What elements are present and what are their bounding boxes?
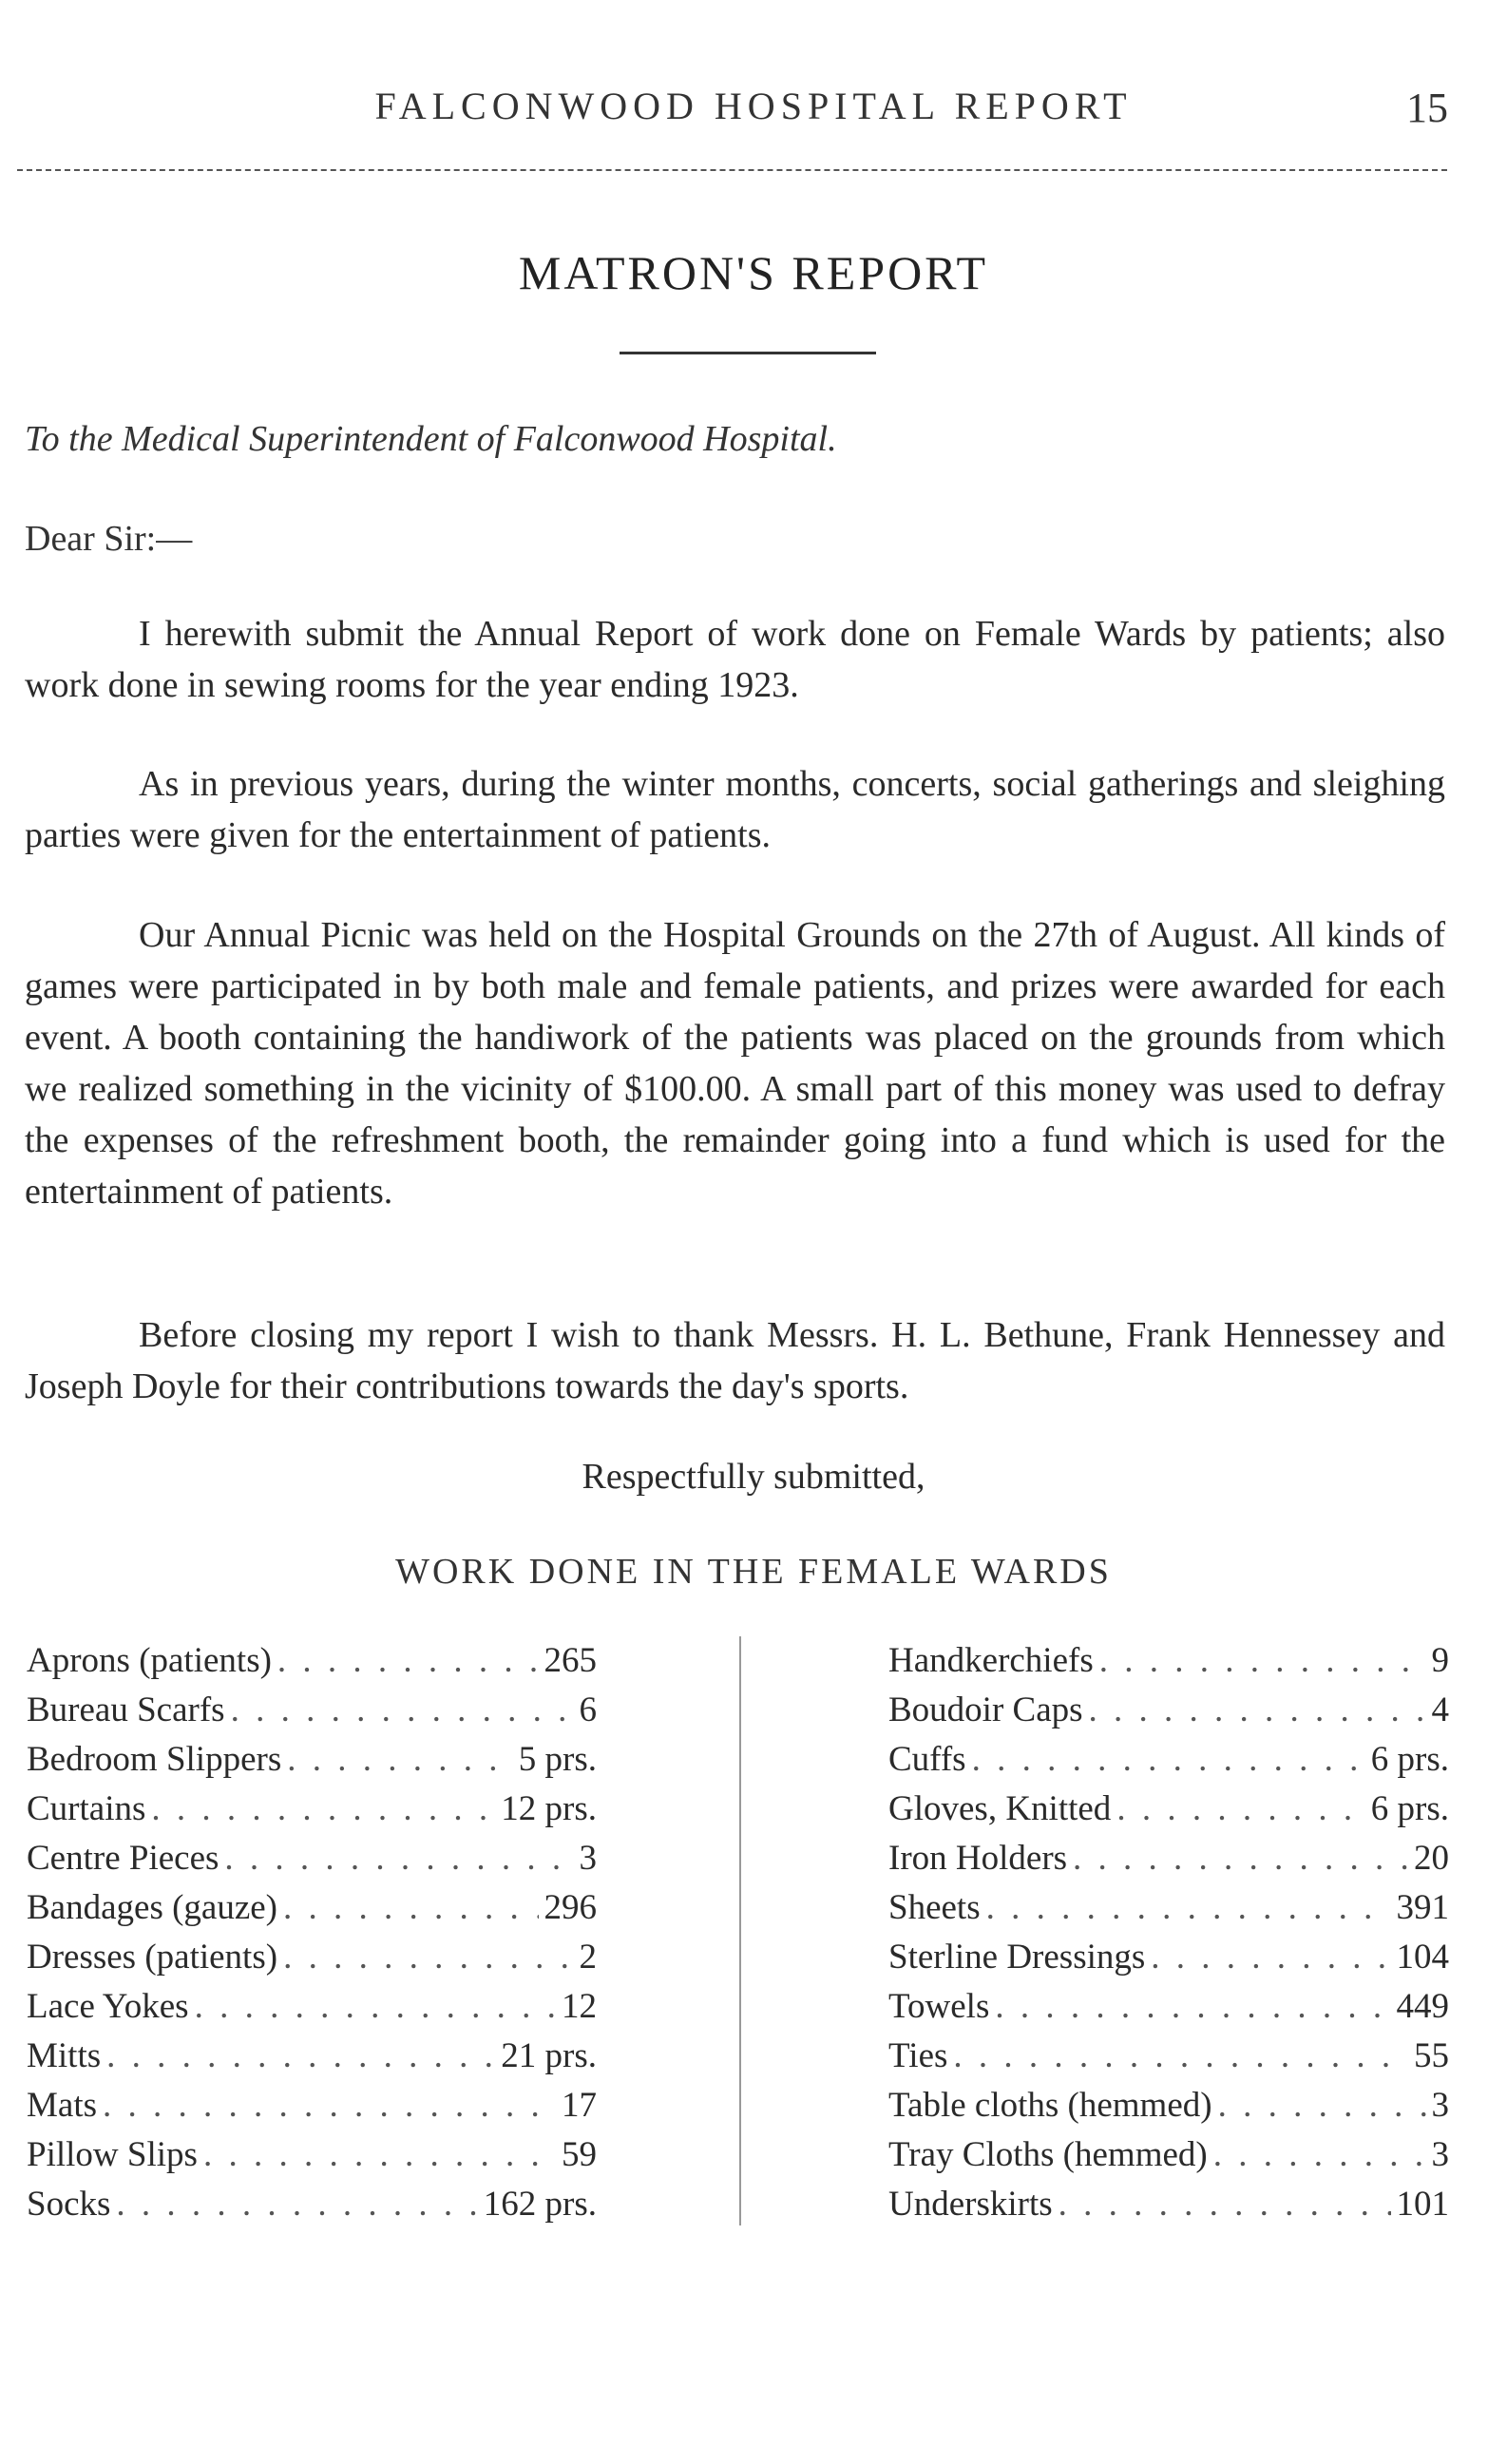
item-name: Sterline Dressings [888,1938,1146,1977]
dot-leader [986,1883,1391,1933]
item-quantity: 3 [1431,2086,1449,2125]
running-title: FALCONWOOD HOSPITAL REPORT [374,85,1133,127]
title-rule [620,352,876,354]
item-name: Socks [27,2185,111,2224]
items-left-column [27,1636,597,2229]
list-item [27,1735,597,1785]
list-item [27,1982,597,2032]
paragraph-3: Our Annual Picnic was held on the Hospital Grounds on the 27th of August. All kinds of games were participated in by both male and female patients, and prizes were awarded for each event. A booth containing the handiwork of the patients was placed on the grounds from which we realized something in the vicinity of $100.00. A small part of this money was used to defray the expenses of the refreshment booth, the remainder going into a fund which is used for the entertainment of patients. [25,915,1445,1212]
item-name: Bureau Scarfs [27,1690,225,1729]
item-quantity: 3 [579,1839,597,1878]
item-name: Centre Pieces [27,1839,219,1878]
item-name: Table cloths (hemmed) [888,2086,1212,2125]
paragraph-1: I herewith submit the Annual Report of work done on Female Wards by patients; also work done in sewing rooms for the year ending 1923. [25,614,1445,705]
item-quantity: 6 [579,1690,597,1729]
dot-leader [195,1982,556,2032]
list-item [27,1883,597,1933]
item-quantity: 6 prs. [1370,1789,1449,1828]
dot-leader [1059,2180,1391,2229]
header-rule [17,169,1447,171]
list-item [888,2180,1449,2229]
list-item [888,1834,1449,1883]
item-quantity: 20 [1414,1839,1449,1878]
list-item [27,2180,597,2229]
item-name: Aprons (patients) [27,1641,272,1680]
item-name: Bandages (gauze) [27,1888,278,1927]
dot-leader [1116,1785,1364,1834]
item-quantity: 17 [562,2086,597,2125]
item-quantity: 21 prs. [501,2036,597,2075]
dot-leader [231,1686,574,1735]
page-number: 15 [1406,85,1448,131]
list-item [888,1785,1449,1834]
item-name: Dresses (patients) [27,1938,278,1977]
list-item [27,2130,597,2180]
item-quantity: 162 prs. [483,2185,597,2224]
running-head [0,84,1507,141]
dot-leader [203,2130,556,2180]
list-item [888,1933,1449,1982]
list-item [27,1933,597,1982]
item-name: Lace Yokes [27,1987,189,2026]
items-right-column [888,1636,1449,2229]
dot-leader [283,1933,573,1982]
list-item [27,1785,597,1834]
list-item [888,2081,1449,2130]
list-item [888,1982,1449,2032]
item-name: Bedroom Slippers [27,1740,282,1779]
item-quantity: 6 prs. [1370,1740,1449,1779]
dot-leader [116,2180,477,2229]
list-item [888,2130,1449,2180]
item-name: Ties [888,2036,948,2075]
item-quantity: 265 [544,1641,597,1680]
item-name: Mitts [27,2036,102,2075]
paragraph-2: As in previous years, during the winter months, concerts, social gatherings and sleighing parties were given for the entertainment of patients. [25,764,1445,855]
list-item [888,1735,1449,1785]
item-name: Pillow Slips [27,2135,198,2174]
item-name: Towels [888,1987,990,2026]
item-name: Handkerchiefs [888,1641,1094,1680]
dot-leader [1073,1834,1408,1883]
list-item [27,1834,597,1883]
dot-leader [103,2081,556,2130]
salutation-greeting: Dear Sir:— [25,519,193,559]
dot-leader [283,1883,538,1933]
list-item [888,1883,1449,1933]
item-quantity: 12 prs. [501,1789,597,1828]
item-name: Boudoir Caps [888,1690,1083,1729]
item-quantity: 59 [562,2135,597,2174]
item-quantity: 4 [1431,1690,1449,1729]
item-name: Curtains [27,1789,146,1828]
dot-leader [953,2032,1408,2081]
item-quantity: 55 [1414,2036,1449,2075]
item-quantity: 104 [1396,1938,1449,1977]
dot-leader [1099,1636,1426,1686]
list-item [888,1636,1449,1686]
item-name: Mats [27,2086,97,2125]
dot-leader [1089,1686,1426,1735]
list-item [27,2032,597,2081]
list-item [888,2032,1449,2081]
dot-leader [1151,1933,1390,1982]
list-item [888,1686,1449,1735]
section-heading: WORK DONE IN THE FEMALE WARDS [395,1552,1112,1592]
item-name: Tray Cloths (hemmed) [888,2135,1208,2174]
dot-leader [277,1636,539,1686]
dot-leader [287,1735,513,1785]
item-name: Gloves, Knitted [888,1789,1112,1828]
item-quantity: 391 [1396,1888,1449,1927]
item-name: Iron Holders [888,1839,1068,1878]
dot-leader [1213,2130,1426,2180]
item-quantity: 296 [544,1888,597,1927]
salutation-recipient: To the Medical Superintendent of Falconwood Hospital. [25,419,837,459]
list-item [27,2081,597,2130]
dot-leader [972,1735,1365,1785]
page-title: MATRON'S REPORT [518,246,989,299]
item-quantity: 5 prs. [518,1740,597,1779]
dot-leader [151,1785,495,1834]
dot-leader [224,1834,573,1883]
dot-leader [106,2032,495,2081]
dot-leader [1218,2081,1426,2130]
item-quantity: 449 [1396,1987,1449,2026]
item-quantity: 2 [579,1938,597,1977]
item-name: Sheets [888,1888,981,1927]
item-name: Cuffs [888,1740,966,1779]
item-name: Underskirts [888,2185,1053,2224]
item-quantity: 9 [1431,1641,1449,1680]
item-quantity: 101 [1396,2185,1449,2224]
list-item [27,1636,597,1686]
list-item [27,1686,597,1735]
paragraph-4: Before closing my report I wish to thank Messrs. H. L. Bethune, Frank Hennessey and Joseph Doyle for their contributions towards the day's sports. [25,1315,1445,1406]
signoff: Respectfully submitted, [582,1457,925,1497]
item-quantity: 3 [1431,2135,1449,2174]
column-divider [739,1636,741,2225]
item-quantity: 12 [562,1987,597,2026]
dot-leader [995,1982,1390,2032]
